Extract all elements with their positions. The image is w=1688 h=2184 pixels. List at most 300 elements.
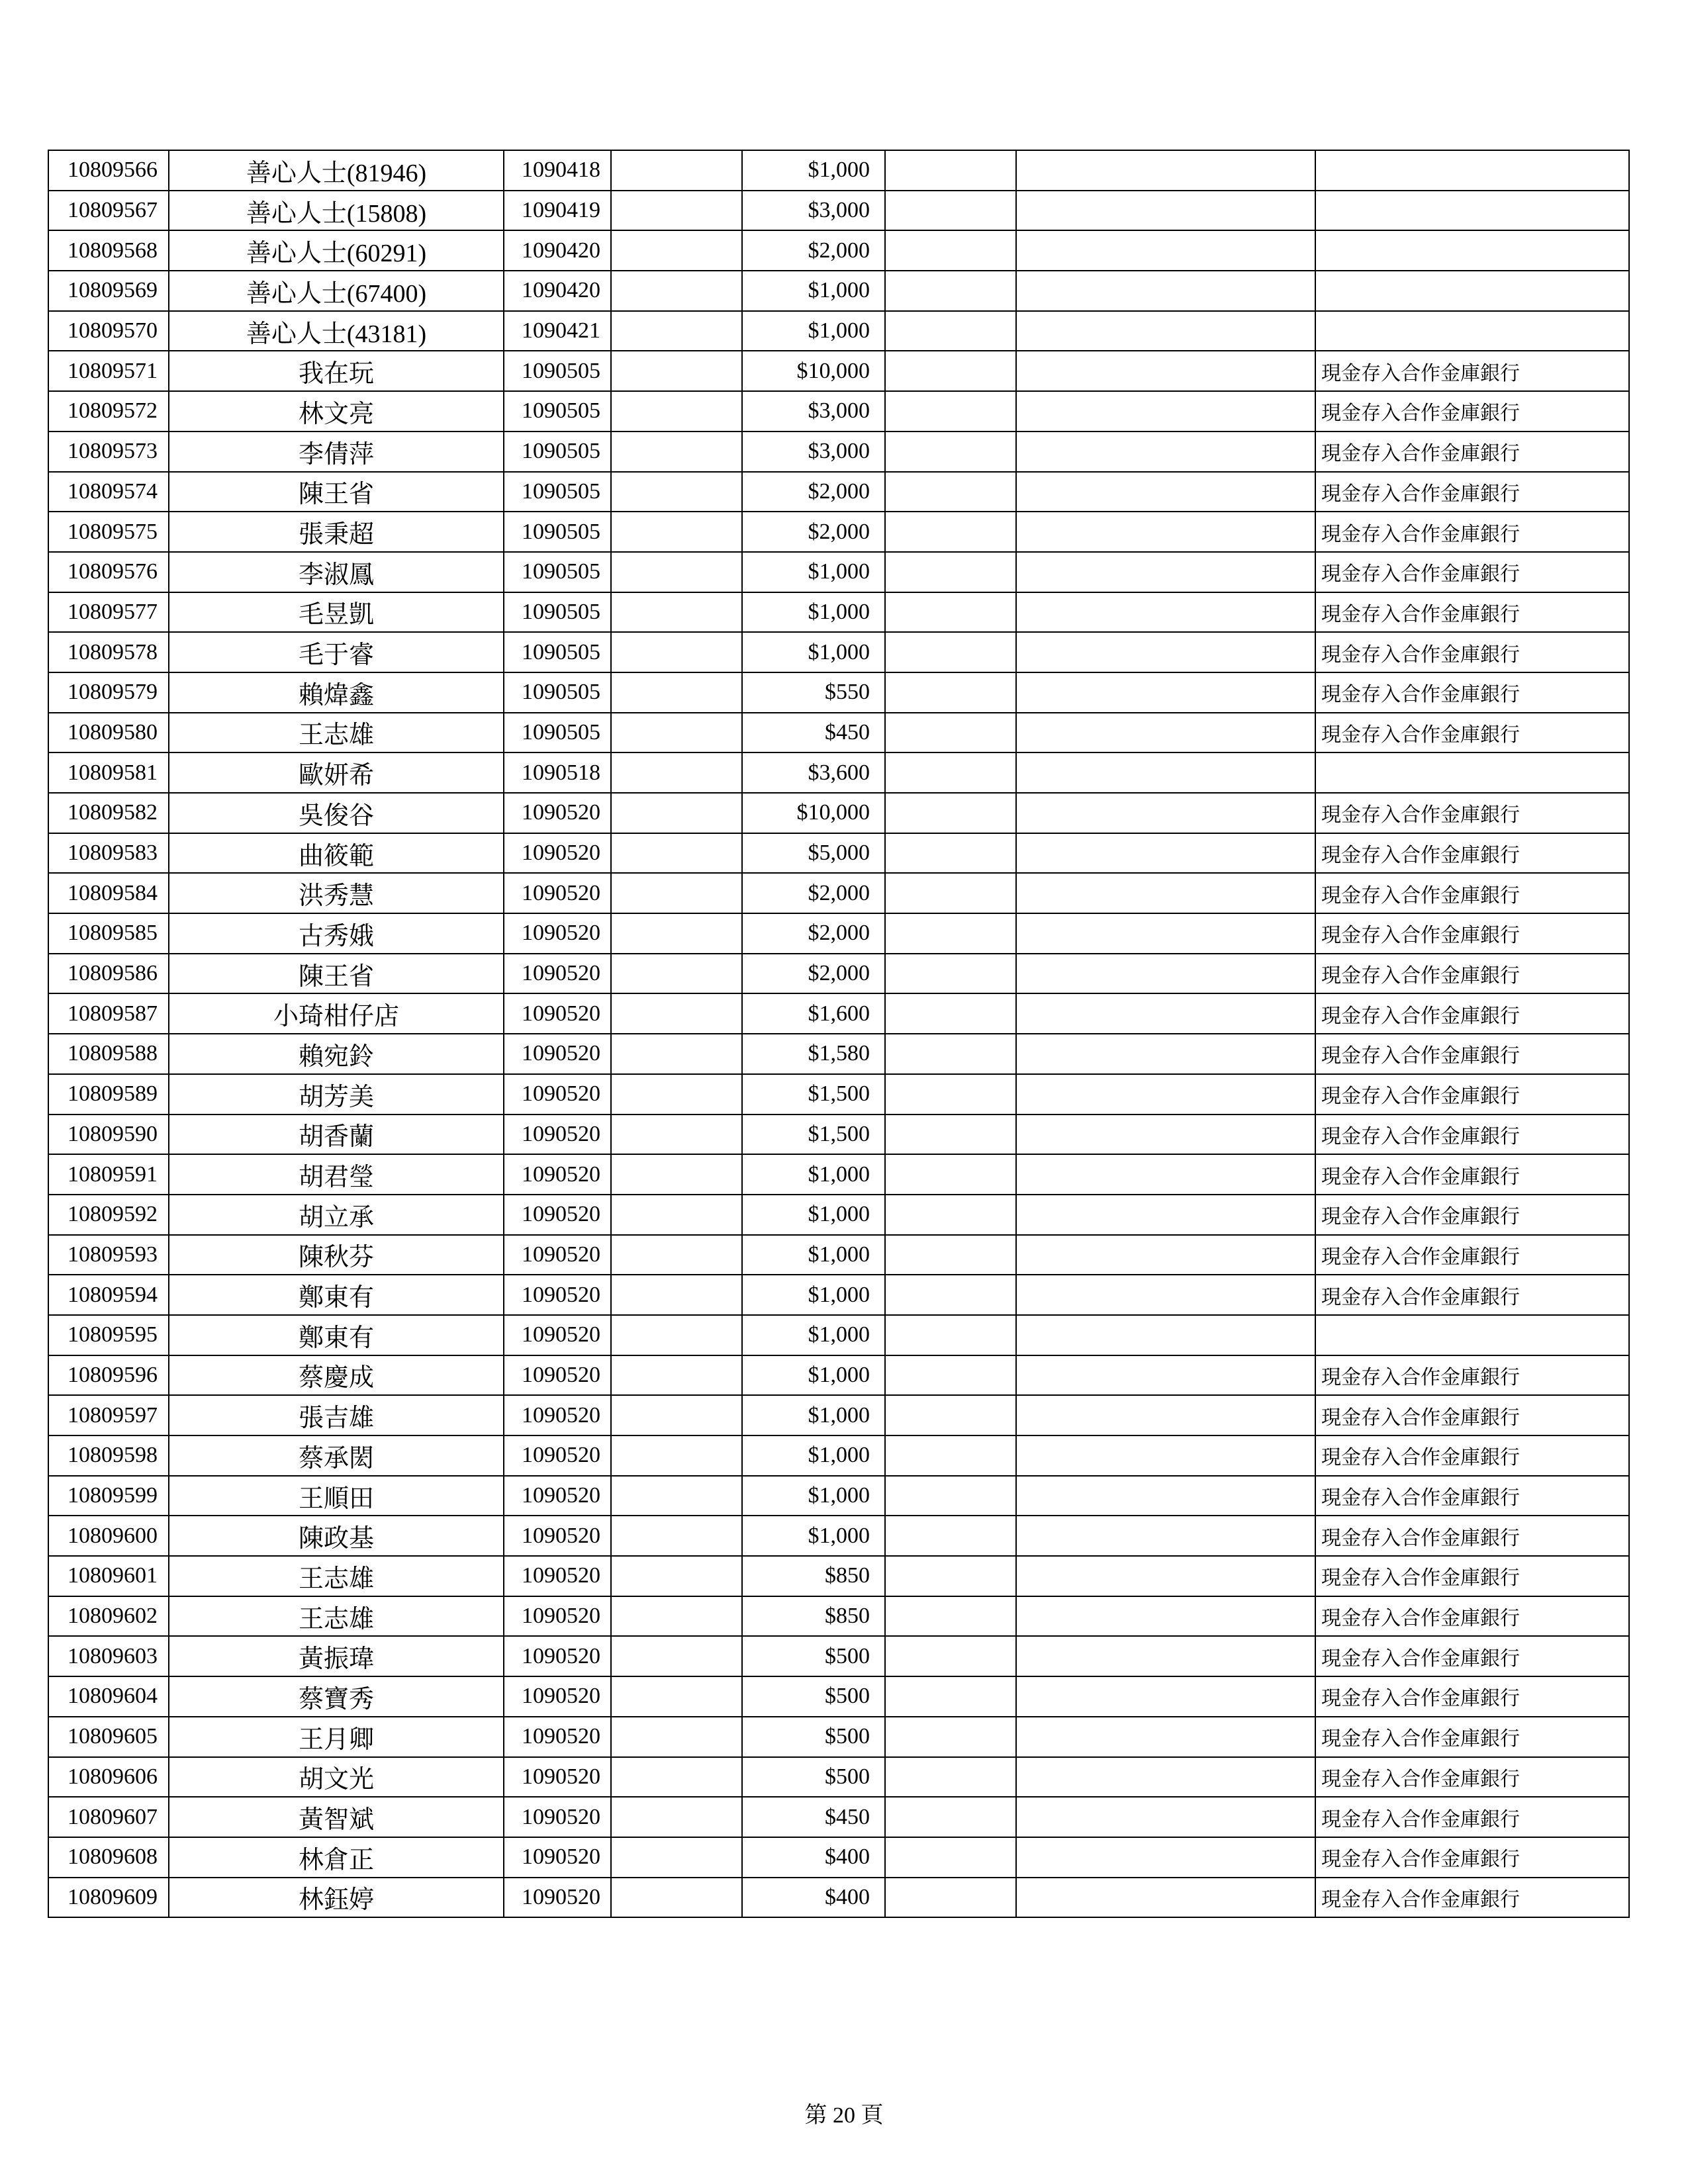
remark-cell: 現金存入合作金庫銀行 <box>1315 1636 1629 1676</box>
receipt-number-cell: 10809594 <box>48 1275 169 1315</box>
empty-cell <box>611 1676 742 1717</box>
donation-amount-cell: $1,600 <box>742 993 885 1034</box>
empty-cell <box>611 752 742 793</box>
remark-cell: 現金存入合作金庫銀行 <box>1315 391 1629 432</box>
receipt-number-cell: 10809571 <box>48 351 169 391</box>
donation-date-cell: 1090520 <box>504 1516 611 1556</box>
remark-cell: 現金存入合作金庫銀行 <box>1315 672 1629 713</box>
empty-cell <box>611 1717 742 1757</box>
receipt-number-cell: 10809595 <box>48 1315 169 1355</box>
donation-date-cell: 1090505 <box>504 552 611 592</box>
empty-cell <box>611 1596 742 1637</box>
empty-cell <box>611 311 742 351</box>
remark-cell <box>1315 271 1629 311</box>
donor-name-cell: 毛昱凱 <box>169 592 504 633</box>
empty-cell <box>885 1074 1016 1115</box>
donor-name-cell: 陳政基 <box>169 1516 504 1556</box>
receipt-number-cell: 10809584 <box>48 873 169 913</box>
table-row <box>48 1837 1629 1878</box>
donor-name-cell: 陳王省 <box>169 472 504 512</box>
empty-cell <box>1016 1757 1315 1797</box>
table-row <box>48 271 1629 311</box>
empty-cell <box>1016 512 1315 552</box>
empty-cell <box>1016 1556 1315 1596</box>
receipt-number-cell: 10809570 <box>48 311 169 351</box>
remark-cell: 現金存入合作金庫銀行 <box>1315 833 1629 874</box>
empty-cell <box>1016 1275 1315 1315</box>
remark-cell: 現金存入合作金庫銀行 <box>1315 1556 1629 1596</box>
table-row <box>48 512 1629 552</box>
empty-cell <box>1016 833 1315 874</box>
donation-amount-cell: $2,000 <box>742 873 885 913</box>
empty-cell <box>611 150 742 191</box>
remark-cell: 現金存入合作金庫銀行 <box>1315 954 1629 994</box>
donation-date-cell: 1090520 <box>504 1476 611 1516</box>
table-row <box>48 351 1629 391</box>
remark-cell: 現金存入合作金庫銀行 <box>1315 1275 1629 1315</box>
donation-date-cell: 1090505 <box>504 391 611 432</box>
empty-cell <box>885 230 1016 271</box>
donation-date-cell: 1090520 <box>504 1435 611 1476</box>
receipt-number-cell: 10809574 <box>48 472 169 512</box>
donation-amount-cell: $3,000 <box>742 191 885 231</box>
table-row <box>48 150 1629 191</box>
receipt-number-cell: 10809566 <box>48 150 169 191</box>
receipt-number-cell: 10809569 <box>48 271 169 311</box>
empty-cell <box>885 913 1016 954</box>
donation-amount-cell: $1,000 <box>742 1435 885 1476</box>
table-row <box>48 1516 1629 1556</box>
donation-date-cell: 1090419 <box>504 191 611 231</box>
empty-cell <box>611 1556 742 1596</box>
empty-cell <box>1016 1395 1315 1435</box>
receipt-number-cell: 10809576 <box>48 552 169 592</box>
donation-date-cell: 1090505 <box>504 713 611 753</box>
donation-amount-cell: $500 <box>742 1636 885 1676</box>
donor-name-cell: 善心人士(43181) <box>169 311 504 351</box>
table-row <box>48 1435 1629 1476</box>
donor-name-cell: 毛于睿 <box>169 632 504 672</box>
donor-name-cell: 林倉正 <box>169 1837 504 1878</box>
empty-cell <box>885 1355 1016 1396</box>
remark-cell: 現金存入合作金庫銀行 <box>1315 913 1629 954</box>
table-row <box>48 993 1629 1034</box>
donation-amount-cell: $2,000 <box>742 512 885 552</box>
table-row <box>48 1275 1629 1315</box>
table-row <box>48 1596 1629 1637</box>
donation-date-cell: 1090520 <box>504 1235 611 1275</box>
empty-cell <box>1016 1797 1315 1837</box>
table-row <box>48 230 1629 271</box>
donation-amount-cell: $3,000 <box>742 391 885 432</box>
empty-cell <box>611 1154 742 1195</box>
donor-name-cell: 張吉雄 <box>169 1395 504 1435</box>
donation-date-cell: 1090520 <box>504 1878 611 1918</box>
donation-date-cell: 1090520 <box>504 1034 611 1074</box>
remark-cell <box>1315 230 1629 271</box>
donor-name-cell: 蔡慶成 <box>169 1355 504 1396</box>
donor-name-cell: 林文亮 <box>169 391 504 432</box>
empty-cell <box>1016 993 1315 1034</box>
empty-cell <box>611 391 742 432</box>
empty-cell <box>611 1476 742 1516</box>
remark-cell: 現金存入合作金庫銀行 <box>1315 1676 1629 1717</box>
remark-cell: 現金存入合作金庫銀行 <box>1315 552 1629 592</box>
empty-cell <box>611 1516 742 1556</box>
table-row <box>48 1315 1629 1355</box>
donor-name-cell: 歐妍希 <box>169 752 504 793</box>
donor-name-cell: 小琦柑仔店 <box>169 993 504 1034</box>
empty-cell <box>1016 632 1315 672</box>
donation-date-cell: 1090518 <box>504 752 611 793</box>
empty-cell <box>1016 1034 1315 1074</box>
donor-name-cell: 胡立承 <box>169 1195 504 1235</box>
empty-cell <box>1016 1837 1315 1878</box>
receipt-number-cell: 10809577 <box>48 592 169 633</box>
receipt-number-cell: 10809602 <box>48 1596 169 1637</box>
receipt-number-cell: 10809592 <box>48 1195 169 1235</box>
table-row <box>48 1476 1629 1516</box>
empty-cell <box>885 1395 1016 1435</box>
empty-cell <box>1016 913 1315 954</box>
empty-cell <box>1016 713 1315 753</box>
remark-cell: 現金存入合作金庫銀行 <box>1315 1837 1629 1878</box>
donation-date-cell: 1090520 <box>504 1837 611 1878</box>
receipt-number-cell: 10809567 <box>48 191 169 231</box>
table-row <box>48 793 1629 833</box>
empty-cell <box>1016 1315 1315 1355</box>
donation-date-cell: 1090520 <box>504 1074 611 1115</box>
remark-cell: 現金存入合作金庫銀行 <box>1315 793 1629 833</box>
empty-cell <box>885 472 1016 512</box>
receipt-number-cell: 10809596 <box>48 1355 169 1396</box>
receipt-number-cell: 10809582 <box>48 793 169 833</box>
donation-amount-cell: $500 <box>742 1676 885 1717</box>
donor-name-cell: 李倩萍 <box>169 432 504 472</box>
donation-date-cell: 1090420 <box>504 271 611 311</box>
donor-name-cell: 王志雄 <box>169 1556 504 1596</box>
empty-cell <box>885 271 1016 311</box>
empty-cell <box>885 1275 1016 1315</box>
donation-date-cell: 1090520 <box>504 1556 611 1596</box>
donation-date-cell: 1090420 <box>504 230 611 271</box>
receipt-number-cell: 10809583 <box>48 833 169 874</box>
empty-cell <box>611 672 742 713</box>
empty-cell <box>611 351 742 391</box>
donation-date-cell: 1090520 <box>504 954 611 994</box>
donor-name-cell: 吳俊谷 <box>169 793 504 833</box>
empty-cell <box>1016 1435 1315 1476</box>
table-row <box>48 1355 1629 1396</box>
donation-amount-cell: $1,000 <box>742 1275 885 1315</box>
table-row <box>48 632 1629 672</box>
receipt-number-cell: 10809575 <box>48 512 169 552</box>
donation-amount-cell: $1,500 <box>742 1074 885 1115</box>
remark-cell: 現金存入合作金庫銀行 <box>1315 993 1629 1034</box>
empty-cell <box>1016 432 1315 472</box>
empty-cell <box>885 873 1016 913</box>
table-row <box>48 592 1629 633</box>
receipt-number-cell: 10809572 <box>48 391 169 432</box>
empty-cell <box>1016 954 1315 994</box>
empty-cell <box>611 1395 742 1435</box>
donor-name-cell: 黃振瑋 <box>169 1636 504 1676</box>
table-row <box>48 1878 1629 1918</box>
remark-cell: 現金存入合作金庫銀行 <box>1315 632 1629 672</box>
donor-name-cell: 我在玩 <box>169 351 504 391</box>
donor-name-cell: 鄭東有 <box>169 1315 504 1355</box>
empty-cell <box>611 993 742 1034</box>
empty-cell <box>1016 1596 1315 1637</box>
receipt-number-cell: 10809589 <box>48 1074 169 1115</box>
table-row <box>48 833 1629 874</box>
donation-amount-cell: $2,000 <box>742 230 885 271</box>
remark-cell: 現金存入合作金庫銀行 <box>1315 1074 1629 1115</box>
receipt-number-cell: 10809593 <box>48 1235 169 1275</box>
receipt-number-cell: 10809601 <box>48 1556 169 1596</box>
table-row <box>48 1235 1629 1275</box>
donor-name-cell: 洪秀慧 <box>169 873 504 913</box>
receipt-number-cell: 10809606 <box>48 1757 169 1797</box>
empty-cell <box>885 512 1016 552</box>
donation-amount-cell: $1,000 <box>742 1395 885 1435</box>
donation-amount-cell: $850 <box>742 1556 885 1596</box>
remark-cell: 現金存入合作金庫銀行 <box>1315 432 1629 472</box>
receipt-number-cell: 10809600 <box>48 1516 169 1556</box>
empty-cell <box>885 1676 1016 1717</box>
empty-cell <box>1016 230 1315 271</box>
receipt-number-cell: 10809579 <box>48 672 169 713</box>
donation-date-cell: 1090520 <box>504 1195 611 1235</box>
empty-cell <box>611 1797 742 1837</box>
donation-amount-cell: $1,000 <box>742 150 885 191</box>
remark-cell: 現金存入合作金庫銀行 <box>1315 1235 1629 1275</box>
empty-cell <box>885 1034 1016 1074</box>
empty-cell <box>611 271 742 311</box>
table-row <box>48 672 1629 713</box>
donation-amount-cell: $1,000 <box>742 311 885 351</box>
empty-cell <box>1016 391 1315 432</box>
donor-name-cell: 善心人士(60291) <box>169 230 504 271</box>
remark-cell: 現金存入合作金庫銀行 <box>1315 1878 1629 1918</box>
empty-cell <box>885 752 1016 793</box>
receipt-number-cell: 10809607 <box>48 1797 169 1837</box>
receipt-number-cell: 10809609 <box>48 1878 169 1918</box>
donation-amount-cell: $1,000 <box>742 1315 885 1355</box>
table-row <box>48 1154 1629 1195</box>
remark-cell: 現金存入合作金庫銀行 <box>1315 351 1629 391</box>
empty-cell <box>1016 1636 1315 1676</box>
donation-amount-cell: $450 <box>742 1797 885 1837</box>
remark-cell: 現金存入合作金庫銀行 <box>1315 1435 1629 1476</box>
empty-cell <box>1016 672 1315 713</box>
donation-amount-cell: $1,000 <box>742 1154 885 1195</box>
empty-cell <box>885 1235 1016 1275</box>
empty-cell <box>611 632 742 672</box>
donation-date-cell: 1090520 <box>504 1596 611 1637</box>
donor-name-cell: 賴宛鈴 <box>169 1034 504 1074</box>
empty-cell <box>885 1115 1016 1155</box>
donation-amount-cell: $1,000 <box>742 1355 885 1396</box>
empty-cell <box>885 1717 1016 1757</box>
table-row <box>48 1676 1629 1717</box>
donor-name-cell: 李淑鳳 <box>169 552 504 592</box>
empty-cell <box>611 1837 742 1878</box>
empty-cell <box>1016 552 1315 592</box>
donation-date-cell: 1090418 <box>504 150 611 191</box>
remark-cell: 現金存入合作金庫銀行 <box>1315 512 1629 552</box>
empty-cell <box>611 873 742 913</box>
donation-amount-cell: $3,600 <box>742 752 885 793</box>
donation-amount-cell: $1,000 <box>742 552 885 592</box>
donation-date-cell: 1090520 <box>504 1275 611 1315</box>
receipt-number-cell: 10809598 <box>48 1435 169 1476</box>
empty-cell <box>611 592 742 633</box>
empty-cell <box>611 713 742 753</box>
table-row <box>48 1115 1629 1155</box>
donation-amount-cell: $500 <box>742 1757 885 1797</box>
donation-amount-cell: $400 <box>742 1878 885 1918</box>
donor-name-cell: 胡君瑩 <box>169 1154 504 1195</box>
donation-date-cell: 1090520 <box>504 913 611 954</box>
empty-cell <box>885 1556 1016 1596</box>
empty-cell <box>611 1435 742 1476</box>
receipt-number-cell: 10809590 <box>48 1115 169 1155</box>
donation-date-cell: 1090520 <box>504 873 611 913</box>
remark-cell: 現金存入合作金庫銀行 <box>1315 1395 1629 1435</box>
empty-cell <box>611 833 742 874</box>
donation-amount-cell: $2,000 <box>742 913 885 954</box>
empty-cell <box>611 1034 742 1074</box>
donation-amount-cell: $2,000 <box>742 954 885 994</box>
donor-name-cell: 陳秋芬 <box>169 1235 504 1275</box>
table-row <box>48 713 1629 753</box>
remark-cell <box>1315 752 1629 793</box>
empty-cell <box>611 913 742 954</box>
donor-name-cell: 王順田 <box>169 1476 504 1516</box>
empty-cell <box>611 230 742 271</box>
empty-cell <box>611 1074 742 1115</box>
remark-cell <box>1315 1315 1629 1355</box>
table-row <box>48 191 1629 231</box>
remark-cell: 現金存入合作金庫銀行 <box>1315 1797 1629 1837</box>
donor-name-cell: 蔡承閎 <box>169 1435 504 1476</box>
empty-cell <box>611 432 742 472</box>
empty-cell <box>1016 1235 1315 1275</box>
donation-amount-cell: $5,000 <box>742 833 885 874</box>
empty-cell <box>1016 1074 1315 1115</box>
empty-cell <box>885 1435 1016 1476</box>
empty-cell <box>1016 873 1315 913</box>
donation-amount-cell: $10,000 <box>742 351 885 391</box>
donor-name-cell: 賴煒鑫 <box>169 672 504 713</box>
donation-date-cell: 1090520 <box>504 1395 611 1435</box>
donor-name-cell: 善心人士(67400) <box>169 271 504 311</box>
empty-cell <box>885 1757 1016 1797</box>
donor-name-cell: 王志雄 <box>169 1596 504 1637</box>
empty-cell <box>1016 1355 1315 1396</box>
donation-amount-cell: $1,000 <box>742 1195 885 1235</box>
table-row <box>48 1034 1629 1074</box>
empty-cell <box>1016 1717 1315 1757</box>
donation-date-cell: 1090520 <box>504 1636 611 1676</box>
receipt-number-cell: 10809568 <box>48 230 169 271</box>
donation-amount-cell: $1,000 <box>742 1235 885 1275</box>
receipt-number-cell: 10809597 <box>48 1395 169 1435</box>
donor-name-cell: 蔡寶秀 <box>169 1676 504 1717</box>
empty-cell <box>1016 1476 1315 1516</box>
donation-amount-cell: $550 <box>742 672 885 713</box>
receipt-number-cell: 10809587 <box>48 993 169 1034</box>
remark-cell: 現金存入合作金庫銀行 <box>1315 1355 1629 1396</box>
empty-cell <box>885 954 1016 994</box>
remark-cell: 現金存入合作金庫銀行 <box>1315 1154 1629 1195</box>
receipt-number-cell: 10809591 <box>48 1154 169 1195</box>
donation-amount-cell: $1,000 <box>742 1516 885 1556</box>
donation-date-cell: 1090505 <box>504 512 611 552</box>
empty-cell <box>1016 752 1315 793</box>
empty-cell <box>885 311 1016 351</box>
receipt-number-cell: 10809585 <box>48 913 169 954</box>
donor-name-cell: 王志雄 <box>169 713 504 753</box>
donation-amount-cell: $450 <box>742 713 885 753</box>
donation-date-cell: 1090520 <box>504 833 611 874</box>
table-row <box>48 913 1629 954</box>
empty-cell <box>1016 793 1315 833</box>
empty-cell <box>611 191 742 231</box>
empty-cell <box>885 1154 1016 1195</box>
empty-cell <box>611 1195 742 1235</box>
empty-cell <box>885 1516 1016 1556</box>
donation-amount-cell: $10,000 <box>742 793 885 833</box>
table-row <box>48 472 1629 512</box>
remark-cell: 現金存入合作金庫銀行 <box>1315 873 1629 913</box>
empty-cell <box>885 1315 1016 1355</box>
table-row <box>48 552 1629 592</box>
donation-date-cell: 1090505 <box>504 432 611 472</box>
ledger-body <box>48 150 1629 1917</box>
empty-cell <box>611 472 742 512</box>
empty-cell <box>885 1797 1016 1837</box>
donation-date-cell: 1090520 <box>504 1315 611 1355</box>
remark-cell: 現金存入合作金庫銀行 <box>1315 472 1629 512</box>
donor-name-cell: 善心人士(81946) <box>169 150 504 191</box>
remark-cell: 現金存入合作金庫銀行 <box>1315 1717 1629 1757</box>
donation-date-cell: 1090505 <box>504 672 611 713</box>
donation-amount-cell: $850 <box>742 1596 885 1637</box>
donation-amount-cell: $1,580 <box>742 1034 885 1074</box>
empty-cell <box>611 1636 742 1676</box>
donation-date-cell: 1090520 <box>504 1797 611 1837</box>
empty-cell <box>885 793 1016 833</box>
empty-cell <box>1016 311 1315 351</box>
remark-cell: 現金存入合作金庫銀行 <box>1315 592 1629 633</box>
empty-cell <box>611 1878 742 1918</box>
empty-cell <box>885 391 1016 432</box>
empty-cell <box>885 1476 1016 1516</box>
donor-name-cell: 王月卿 <box>169 1717 504 1757</box>
empty-cell <box>611 512 742 552</box>
remark-cell <box>1315 150 1629 191</box>
table-row <box>48 432 1629 472</box>
donation-date-cell: 1090520 <box>504 1355 611 1396</box>
table-row <box>48 954 1629 994</box>
table-row <box>48 1636 1629 1676</box>
table-row <box>48 1195 1629 1235</box>
remark-cell: 現金存入合作金庫銀行 <box>1315 1034 1629 1074</box>
receipt-number-cell: 10809580 <box>48 713 169 753</box>
table-row <box>48 873 1629 913</box>
